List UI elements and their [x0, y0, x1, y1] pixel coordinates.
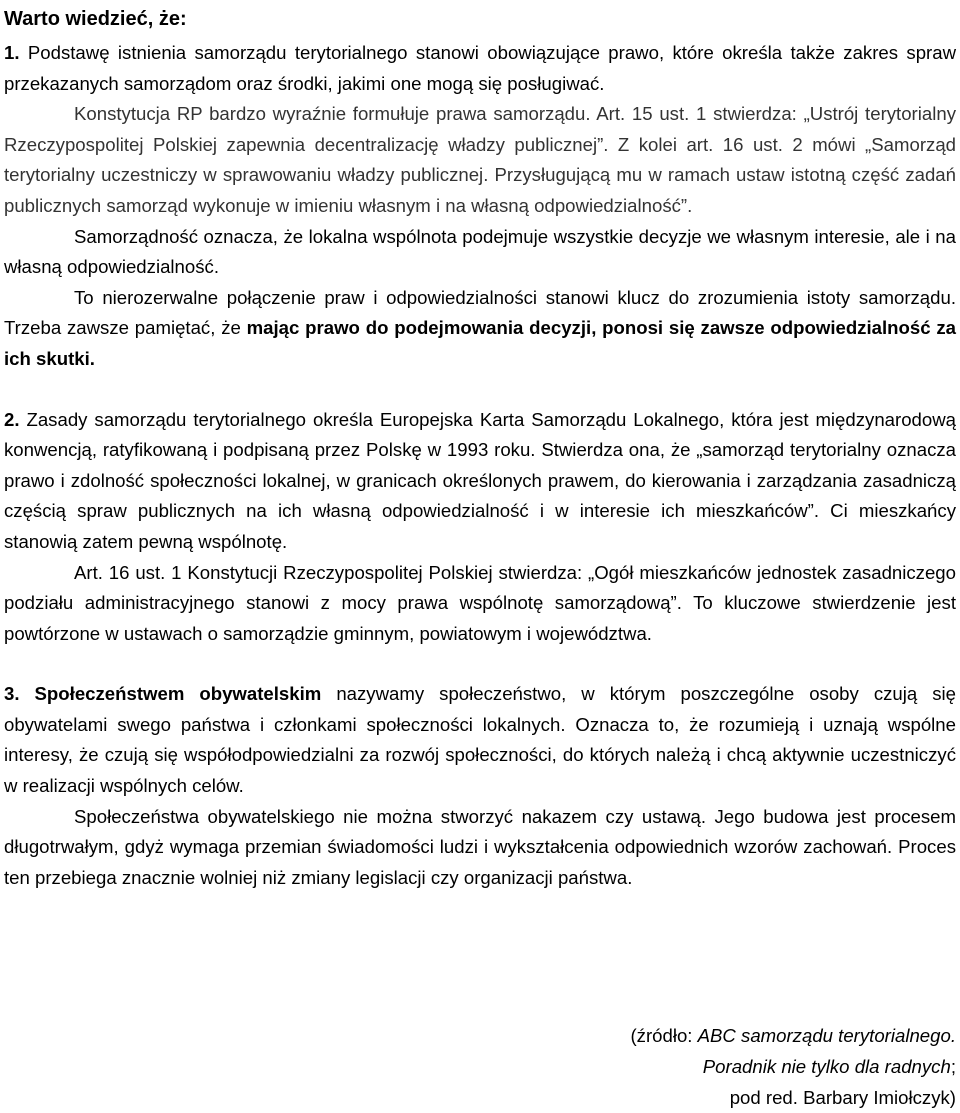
section-3-bold-term: Społeczeństwem obywatelskim	[34, 683, 322, 705]
section-2-paragraph-1	[4, 405, 956, 558]
source-title: ABC samorządu terytorialnego.	[697, 1025, 956, 1046]
section-2-text-1: Zasady samorządu terytorialnego określa Europejska Karta Samorządu Lokalnego, która jest międzynarodową konwencją, ratyfikowaną i podpisaną przez Polskę w 1993 roku. Stwierdza ona, że „samorząd terytorialny oznacza prawo i zdolność społeczności lokalnej, w granicach określonych prawem, do kierowania i zarządzania zasadniczą częścią spraw publicznych na ich własną odpowiedzialność i w interesie ich mieszkańców”. Ci mieszkańcy stanowią zatem pewną wspólnotę.	[4, 408, 956, 552]
section-1-text-4: To nierozerwalne połączenie praw i odpowiedzialności stanowi klucz do zrozumienia istoty samorządu. Trzeba zawsze pamiętać, że	[4, 286, 956, 339]
section-1-paragraph-4	[4, 283, 956, 375]
section-2-number: 2.	[4, 408, 20, 430]
document	[4, 0, 956, 893]
section-3-text-1: nazywamy społeczeństwo, w którym poszczególne osoby czują się obywatelami swego państwa i członkami społeczności lokalnych. Oznacza to, że rozumieją i uznają wspólne interesy, że czują się współodpowiedzialni za rozwój społeczności, do których należą i chcą aktywnie uczestniczyć w realizacji wspólnych celów.	[4, 683, 957, 797]
section-2-paragraph-2: Art. 16 ust. 1 Konstytucji Rzeczypospolitej Polskiej stwierdza: „Ogół mieszkańców jednostek zasadniczego podziału administracyjnego stanowi z mocy prawa wspólnotę samorządową”. To kluczowe stwierdzenie jest powtórzone w ustawach o samorządzie gminnym, powiatowym i województwa.	[4, 561, 956, 644]
section-1-paragraph-3: Samorządność oznacza, że lokalna wspólnota podejmuje wszystkie decyzje we własnym interesie, ale i na własną odpowiedzialność.	[4, 225, 956, 278]
section-3-number: 3.	[4, 683, 20, 705]
section-3-paragraph-2: Społeczeństwa obywatelskiego nie można stworzyć nakazem czy ustawą. Jego budowa jest procesem długotrwałym, gdyż wymaga przemian świadomości ludzi i wykształcenia odpowiednich wzorów zachowań. Proces ten przebiega znacznie wolniej niż zmiany legislacji czy organizacji państwa.	[4, 805, 956, 888]
section-3-paragraph-1	[4, 679, 956, 801]
source-line-3: pod red. Barbary Imiołczyk)	[729, 1087, 956, 1108]
section-1-paragraph-1	[4, 38, 956, 99]
source-prefix: (źródło:	[630, 1025, 698, 1046]
section-1-bold-conclusion: mając prawo do podejmowania decyzji, ponosi się zawsze odpowiedzialność za ich skutki.	[4, 317, 956, 369]
source-citation	[630, 1020, 956, 1113]
section-1-paragraph-2: Konstytucja RP bardzo wyraźnie formułuje prawa samorządu. Art. 15 ust. 1 stwierdza: „Ustrój terytorialny Rzeczypospolitej Polskiej zapewnia decentralizację władzy publicznej”. Z kolei art. 16 ust. 2 mówi „Samorząd terytorialny uczestniczy w sprawowaniu władzy publicznej. Przysługującą mu w ramach ustaw istotną część zadań publicznych samorząd wykonuje w imieniu własnym i na własną odpowiedzialność”.	[4, 103, 956, 216]
spacer	[4, 649, 956, 679]
spacer	[4, 375, 956, 405]
source-subtitle: Poradnik nie tylko dla radnych	[702, 1056, 951, 1077]
source-line-2	[630, 1051, 956, 1082]
section-1-text-1: Podstawę istnienia samorządu terytorialnego stanowi obowiązujące prawo, które określa także zakres spraw przekazanych samorządom oraz środki, jakimi one mogą się posługiwać.	[4, 42, 956, 94]
source-line-1	[630, 1020, 956, 1051]
source-subtitle-suffix: ;	[950, 1056, 956, 1077]
page-title: Warto wiedzieć, że:	[4, 8, 187, 30]
section-1-number: 1.	[4, 42, 20, 63]
